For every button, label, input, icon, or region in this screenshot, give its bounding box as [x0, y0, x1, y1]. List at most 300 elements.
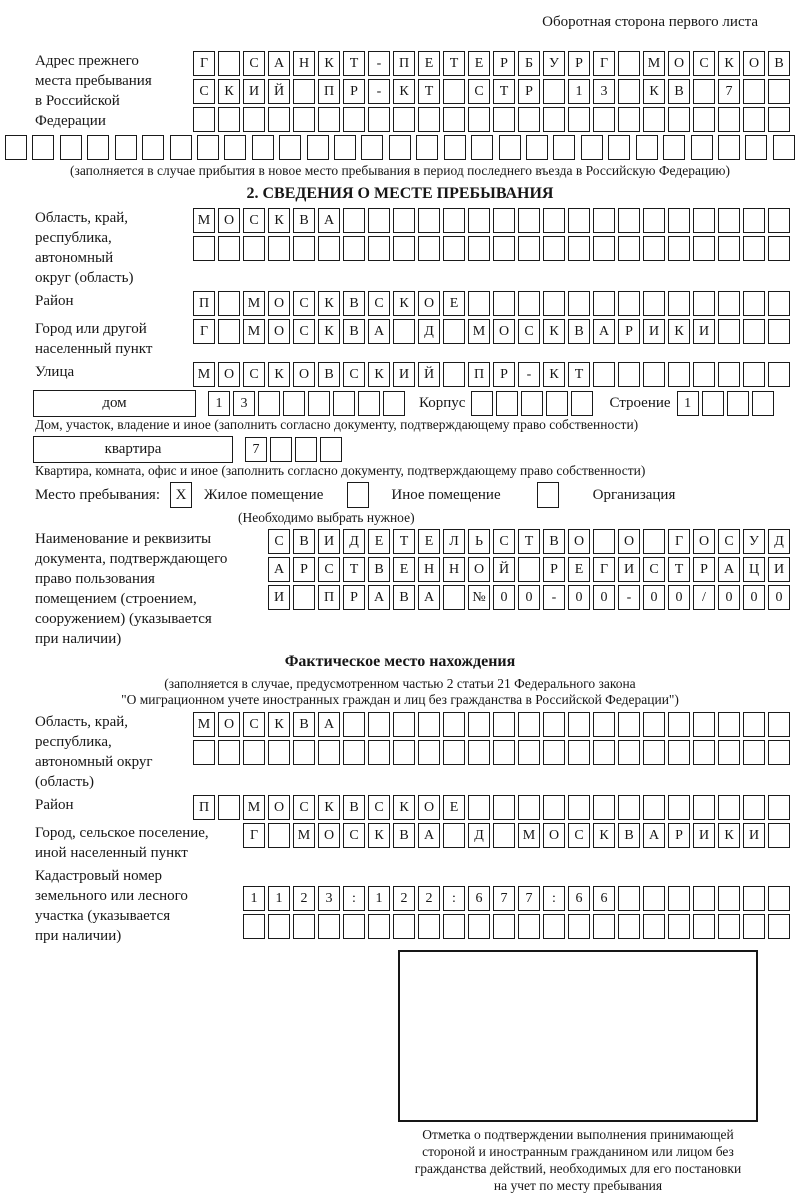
char-cell: В	[568, 319, 590, 344]
char-cell	[743, 886, 765, 911]
char-cell: А	[318, 712, 340, 737]
char-cell: В	[343, 291, 365, 316]
char-cell: С	[193, 79, 215, 104]
label-line: Кадастровый номер	[35, 868, 162, 884]
place-type-option-organization: Организация	[592, 486, 676, 503]
char-cell: О	[468, 557, 490, 582]
char-cell	[218, 291, 240, 316]
char-cell	[361, 135, 383, 160]
char-cell: Р	[618, 319, 640, 344]
char-cell	[193, 236, 215, 261]
label-line: в Российской	[35, 93, 120, 109]
label-line: Федерации	[35, 113, 106, 129]
char-cell: У	[543, 51, 565, 76]
char-cell: К	[268, 208, 290, 233]
char-cell	[643, 107, 665, 132]
char-cell	[268, 236, 290, 261]
actual-city-row	[243, 823, 790, 848]
char-cell: К	[643, 79, 665, 104]
char-cell	[668, 914, 690, 939]
korpus-label: Корпус	[419, 395, 466, 411]
char-cell	[593, 362, 615, 387]
char-cell: О	[693, 529, 715, 554]
char-cell: Й	[493, 557, 515, 582]
char-cell	[389, 135, 411, 160]
char-cell	[568, 712, 590, 737]
char-cell: С	[518, 319, 540, 344]
char-cell	[718, 319, 740, 344]
char-cell: 0	[493, 585, 515, 610]
apartment-box-label: квартира	[33, 436, 233, 463]
label-line: сооружением) (указывается	[35, 611, 212, 627]
region-rows	[193, 208, 790, 261]
char-cell: К	[318, 291, 340, 316]
char-cell	[593, 795, 615, 820]
char-cell	[283, 391, 305, 416]
char-cell	[493, 291, 515, 316]
char-cell	[443, 79, 465, 104]
char-cell: 1	[268, 886, 290, 911]
cadastral-row-1	[243, 886, 790, 911]
char-cell: Р	[518, 79, 540, 104]
char-cell: В	[393, 823, 415, 848]
label-line: гражданства действий, необходимых для его постановки	[414, 1161, 742, 1176]
actual-city-label	[35, 823, 209, 863]
document-block	[0, 529, 800, 649]
char-cell	[468, 291, 490, 316]
char-cell: Т	[343, 557, 365, 582]
label-line: документа, подтверждающего	[35, 551, 228, 567]
city-row	[193, 319, 790, 344]
char-cell: В	[293, 208, 315, 233]
char-cell: Р	[293, 557, 315, 582]
char-cell	[218, 319, 240, 344]
char-cell: Т	[393, 529, 415, 554]
char-cell	[693, 740, 715, 765]
char-cell: Т	[518, 529, 540, 554]
char-cell	[593, 529, 615, 554]
char-cell	[718, 208, 740, 233]
char-cell	[393, 236, 415, 261]
char-cell	[743, 236, 765, 261]
char-cell	[643, 712, 665, 737]
char-cell	[252, 135, 274, 160]
char-cell: Е	[368, 529, 390, 554]
char-cell	[693, 886, 715, 911]
actual-region-label	[35, 712, 153, 792]
char-cell: П	[318, 79, 340, 104]
char-cell	[193, 740, 215, 765]
char-cell: :	[343, 886, 365, 911]
char-cell: М	[243, 319, 265, 344]
char-cell	[543, 107, 565, 132]
char-cell: /	[693, 585, 715, 610]
label-line: помещением (строением,	[35, 591, 197, 607]
char-cell: 0	[718, 585, 740, 610]
char-cell	[668, 712, 690, 737]
char-cell	[693, 208, 715, 233]
char-cell	[668, 107, 690, 132]
char-cell	[418, 236, 440, 261]
char-cell: 1	[677, 391, 699, 416]
char-cell	[768, 886, 790, 911]
char-cell: 2	[393, 886, 415, 911]
char-cell	[643, 740, 665, 765]
char-cell: С	[293, 319, 315, 344]
char-cell	[518, 236, 540, 261]
char-cell: Т	[418, 79, 440, 104]
char-cell	[268, 914, 290, 939]
char-cell: О	[268, 291, 290, 316]
char-cell	[318, 236, 340, 261]
char-cell: О	[568, 529, 590, 554]
char-cell: Т	[343, 51, 365, 76]
char-cell: Е	[568, 557, 590, 582]
prev-address-rows	[193, 51, 790, 132]
char-cell	[643, 291, 665, 316]
char-cell	[87, 135, 109, 160]
city-label	[35, 319, 152, 359]
char-cell	[568, 236, 590, 261]
char-cell: С	[368, 291, 390, 316]
char-cell: Д	[768, 529, 790, 554]
char-cell: А	[368, 319, 390, 344]
char-cell	[258, 391, 280, 416]
char-cell	[468, 208, 490, 233]
char-cell: Г	[668, 529, 690, 554]
char-cell: С	[243, 51, 265, 76]
char-cell	[243, 236, 265, 261]
char-cell: 7	[518, 886, 540, 911]
char-cell: П	[193, 291, 215, 316]
document-row-3	[268, 585, 790, 610]
char-cell: О	[218, 362, 240, 387]
char-cell	[418, 740, 440, 765]
char-cell: И	[693, 319, 715, 344]
char-cell	[418, 712, 440, 737]
label-line: при наличии)	[35, 928, 122, 944]
cadastral-row-2	[243, 914, 790, 939]
char-cell	[224, 135, 246, 160]
char-cell	[343, 740, 365, 765]
char-cell	[618, 886, 640, 911]
char-cell: Е	[418, 51, 440, 76]
char-cell	[333, 391, 355, 416]
char-cell: Т	[568, 362, 590, 387]
char-cell: И	[643, 319, 665, 344]
char-cell: Л	[443, 529, 465, 554]
char-cell: О	[543, 823, 565, 848]
char-cell: П	[318, 585, 340, 610]
actual-location-note	[0, 676, 800, 708]
char-cell: О	[668, 51, 690, 76]
char-cell	[643, 795, 665, 820]
confirmation-stamp-box	[398, 950, 758, 1122]
char-cell: Е	[443, 795, 465, 820]
char-cell: И	[393, 362, 415, 387]
char-cell: Е	[443, 291, 465, 316]
char-cell	[668, 208, 690, 233]
char-cell	[468, 236, 490, 261]
char-cell: И	[768, 557, 790, 582]
char-cell: П	[468, 362, 490, 387]
char-cell: В	[293, 712, 315, 737]
char-cell	[636, 135, 658, 160]
label-line: при наличии)	[35, 631, 122, 647]
region-block	[0, 208, 800, 288]
char-cell: 6	[568, 886, 590, 911]
char-cell	[743, 79, 765, 104]
char-cell: О	[418, 795, 440, 820]
char-cell: С	[343, 823, 365, 848]
char-cell: О	[493, 319, 515, 344]
char-cell	[468, 740, 490, 765]
char-cell	[593, 236, 615, 261]
char-cell: Й	[418, 362, 440, 387]
label-line: участка (указывается	[35, 908, 171, 924]
char-cell: 0	[743, 585, 765, 610]
char-cell: :	[443, 886, 465, 911]
char-cell: С	[568, 823, 590, 848]
char-cell: С	[293, 291, 315, 316]
char-cell	[493, 107, 515, 132]
char-cell: М	[643, 51, 665, 76]
char-cell	[768, 795, 790, 820]
char-cell: В	[668, 79, 690, 104]
actual-region-block	[0, 712, 800, 792]
house-note: Дом, участок, владение и иное (заполнить согласно документу, подтверждающему право собственности)	[35, 417, 639, 432]
char-cell	[718, 914, 740, 939]
char-cell	[768, 914, 790, 939]
char-cell	[368, 107, 390, 132]
char-cell: Д	[343, 529, 365, 554]
char-cell	[518, 795, 540, 820]
char-cell	[393, 712, 415, 737]
char-cell: Д	[418, 319, 440, 344]
char-cell	[393, 107, 415, 132]
char-cell	[718, 795, 740, 820]
char-cell	[618, 107, 640, 132]
char-cell: С	[493, 529, 515, 554]
label-line: республика,	[35, 734, 112, 750]
actual-district-label: Район	[35, 797, 74, 813]
char-cell	[718, 740, 740, 765]
char-cell	[468, 712, 490, 737]
char-cell: О	[743, 51, 765, 76]
char-cell: 6	[468, 886, 490, 911]
char-cell	[496, 391, 518, 416]
prev-address-row-3	[193, 107, 790, 132]
char-cell	[279, 135, 301, 160]
char-cell	[643, 208, 665, 233]
label-line: стороной и иностранным гражданином или лицом без	[422, 1144, 734, 1159]
char-cell: П	[193, 795, 215, 820]
label-line: автономный	[35, 250, 114, 266]
char-cell	[343, 208, 365, 233]
char-cell	[718, 712, 740, 737]
corner-note: Оборотная сторона первого листа	[542, 14, 758, 30]
char-cell	[197, 135, 219, 160]
actual-district-row	[193, 795, 790, 820]
char-cell: 0	[518, 585, 540, 610]
char-cell: №	[468, 585, 490, 610]
korpus-cells	[471, 391, 593, 416]
char-cell: С	[468, 79, 490, 104]
char-cell: Н	[418, 557, 440, 582]
prev-address-note: (заполняется в случае прибытия в новое место пребывания в период последнего въезда в Российскую Федерацию)	[69, 163, 731, 178]
char-cell	[318, 914, 340, 939]
char-cell: С	[243, 208, 265, 233]
char-cell: К	[318, 319, 340, 344]
char-cell	[416, 135, 438, 160]
char-cell: И	[268, 585, 290, 610]
char-cell: К	[368, 362, 390, 387]
char-cell: К	[318, 795, 340, 820]
prev-address-row-2	[193, 79, 790, 104]
char-cell: К	[393, 79, 415, 104]
char-cell: Г	[593, 557, 615, 582]
char-cell	[270, 437, 292, 462]
char-cell: О	[318, 823, 340, 848]
char-cell	[468, 107, 490, 132]
char-cell: С	[243, 362, 265, 387]
char-cell: О	[218, 712, 240, 737]
char-cell	[493, 823, 515, 848]
char-cell	[718, 362, 740, 387]
char-cell	[218, 51, 240, 76]
char-cell: 7	[493, 886, 515, 911]
char-cell	[568, 795, 590, 820]
char-cell	[768, 712, 790, 737]
char-cell	[468, 914, 490, 939]
char-cell	[543, 208, 565, 233]
char-cell: В	[768, 51, 790, 76]
char-cell	[526, 135, 548, 160]
char-cell	[418, 914, 440, 939]
char-cell: 0	[668, 585, 690, 610]
char-cell: В	[393, 585, 415, 610]
label-line: автономный округ	[35, 754, 153, 770]
char-cell: 2	[418, 886, 440, 911]
prev-address-overflow-row	[0, 135, 800, 160]
prev-address-block	[0, 51, 800, 132]
char-cell: И	[318, 529, 340, 554]
char-cell: Г	[243, 823, 265, 848]
char-cell: П	[393, 51, 415, 76]
char-cell	[743, 712, 765, 737]
char-cell: М	[518, 823, 540, 848]
char-cell	[718, 135, 740, 160]
char-cell: С	[343, 362, 365, 387]
place-type-note: (Необходимо выбрать нужное)	[238, 510, 415, 525]
char-cell	[618, 914, 640, 939]
char-cell: С	[318, 557, 340, 582]
char-cell	[743, 740, 765, 765]
char-cell	[693, 795, 715, 820]
char-cell: 1	[568, 79, 590, 104]
char-cell: А	[418, 823, 440, 848]
char-cell: Р	[343, 79, 365, 104]
char-cell: К	[393, 795, 415, 820]
char-cell	[443, 914, 465, 939]
char-cell	[768, 823, 790, 848]
char-cell: В	[318, 362, 340, 387]
char-cell: 3	[318, 886, 340, 911]
char-cell	[243, 914, 265, 939]
char-cell	[768, 208, 790, 233]
char-cell	[693, 79, 715, 104]
label-line: "О миграционном учете иностранных граждан и лиц без гражданства в Российской Федерации")	[121, 692, 679, 707]
label-line: на учет по месту пребывания	[493, 1178, 663, 1193]
char-cell	[543, 914, 565, 939]
char-cell	[691, 135, 713, 160]
cadastral-rows	[243, 886, 790, 939]
street-label: Улица	[35, 364, 75, 380]
char-cell	[618, 208, 640, 233]
district-row	[193, 291, 790, 316]
char-cell	[593, 208, 615, 233]
char-cell	[518, 740, 540, 765]
actual-city-block	[0, 823, 800, 863]
char-cell: Н	[443, 557, 465, 582]
char-cell: А	[643, 823, 665, 848]
char-cell	[443, 823, 465, 848]
label-line: (область)	[35, 774, 94, 790]
char-cell	[518, 208, 540, 233]
char-cell	[568, 208, 590, 233]
char-cell: А	[368, 585, 390, 610]
char-cell	[568, 914, 590, 939]
label-line: право пользования	[35, 571, 155, 587]
label-line: Город, сельское поселение,	[35, 825, 209, 841]
char-cell: Т	[668, 557, 690, 582]
document-label	[35, 529, 227, 649]
char-cell	[115, 135, 137, 160]
char-cell: А	[593, 319, 615, 344]
char-cell	[142, 135, 164, 160]
char-cell	[471, 391, 493, 416]
char-cell	[668, 362, 690, 387]
char-cell	[393, 740, 415, 765]
char-cell	[518, 557, 540, 582]
char-cell: И	[243, 79, 265, 104]
char-cell	[643, 529, 665, 554]
char-cell	[571, 391, 593, 416]
char-cell	[218, 236, 240, 261]
actual-region-row-1	[193, 712, 790, 737]
char-cell	[752, 391, 774, 416]
char-cell: С	[243, 712, 265, 737]
char-cell: Е	[468, 51, 490, 76]
char-cell	[418, 107, 440, 132]
char-cell: У	[743, 529, 765, 554]
char-cell	[32, 135, 54, 160]
char-cell: М	[193, 362, 215, 387]
char-cell	[718, 236, 740, 261]
document-row-2	[268, 557, 790, 582]
char-cell	[358, 391, 380, 416]
char-cell: 3	[593, 79, 615, 104]
actual-location-title: Фактическое место нахождения	[284, 653, 516, 670]
char-cell	[693, 236, 715, 261]
char-cell: А	[268, 51, 290, 76]
char-cell	[643, 886, 665, 911]
char-cell	[443, 712, 465, 737]
char-cell: В	[618, 823, 640, 848]
char-cell	[593, 914, 615, 939]
char-cell	[543, 79, 565, 104]
house-box-label: дом	[33, 390, 196, 417]
